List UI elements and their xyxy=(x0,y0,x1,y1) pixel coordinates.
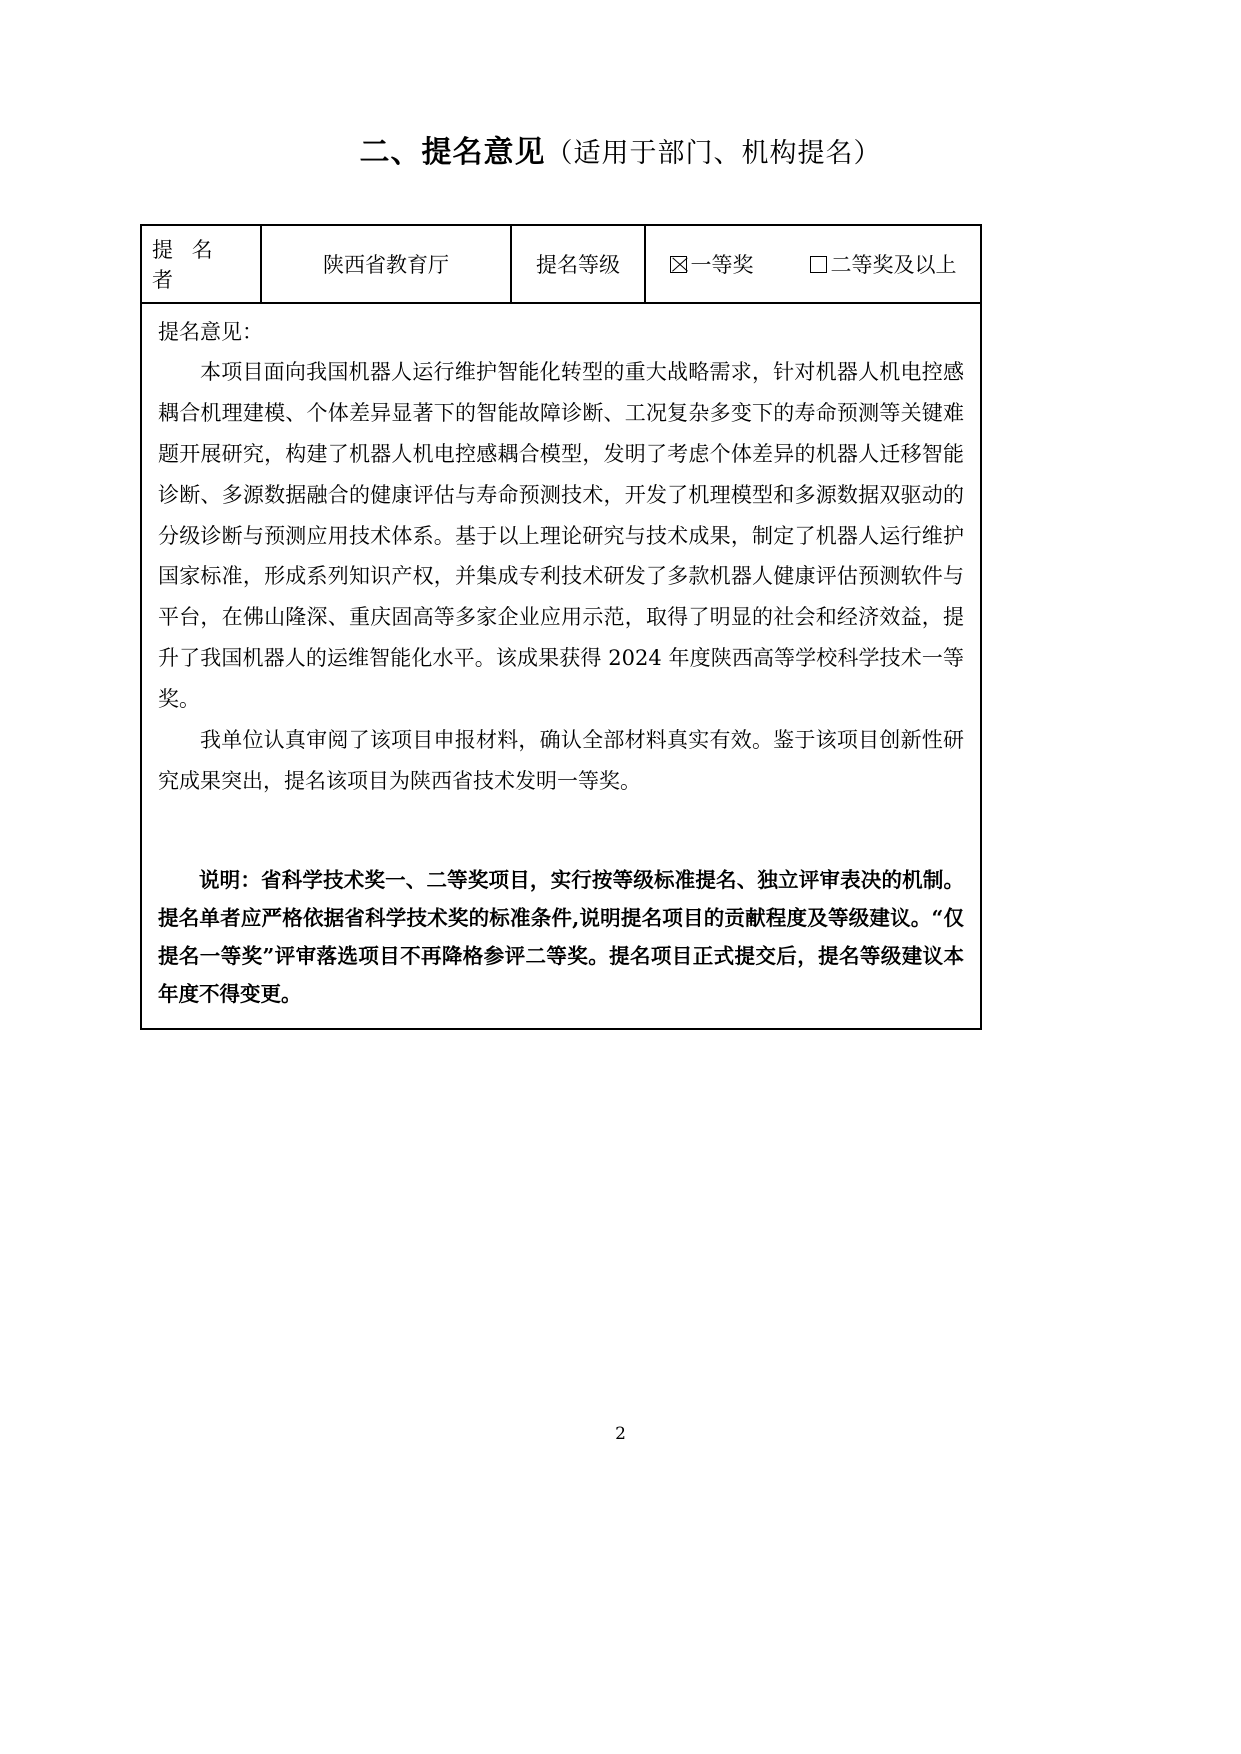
nominator-value: 陕西省教育厅 xyxy=(262,226,512,302)
checkbox-checked-icon[interactable] xyxy=(670,256,687,273)
nominator-label: 提 名 者 xyxy=(142,226,262,302)
page-title xyxy=(0,132,1241,174)
opinion-label: 提名意见： xyxy=(158,320,263,344)
grade-value xyxy=(646,226,980,302)
nomination-opinion-table xyxy=(140,224,982,1030)
opinion-paragraph-1: 本项目面向我国机器人运行维护智能化转型的重大战略需求，针对机器人机电控感耦合机理建模、个体差异显著下的智能故障诊断、工况复杂多变下的寿命预测等关键难题开展研究，构建了机器人机电控感耦合模型，发明了考虑个体差异的机器人迁移智能诊断、多源数据融合的健康评估与寿命预测技术，开发了机理模型和多源数据双驱动的分级诊断与预测应用技术体系。基于以上理论研究与技术成果，制定了机器人运行维护国家标准，形成系列知识产权，并集成专利技术研发了多款机器人健康评估预测软件与平台，在佛山隆深、重庆固高等多家企业应用示范，取得了明显的社会和经济效益，提升了我国机器人的运维智能化水平。该成果获得 2024 年度陕西高等学校科学技术一等奖。 xyxy=(158,359,964,712)
grade-option-second-prize-label: 二等奖及以上 xyxy=(830,253,957,277)
checkbox-unchecked-icon[interactable] xyxy=(810,256,827,273)
opinion-note: 说明：省科学技术奖一、二等奖项目，实行按等级标准提名、独立评审表决的机制。提名单者应严格依据省科学技术奖的标准条件,说明提名项目的贡献程度及等级建议。“仅提名一等奖”评审落选项目不再降格参评二等奖。提名项目正式提交后，提名等级建议本年度不得变更。 xyxy=(158,868,964,1006)
opinion-paragraph-2: 我单位认真审阅了该项目申报材料，确认全部材料真实有效。鉴于该项目创新性研究成果突出，提名该项目为陕西省技术发明一等奖。 xyxy=(158,728,964,794)
page-title-sub: （适用于部门、机构提名） xyxy=(545,138,882,169)
grade-option-second-prize[interactable] xyxy=(810,249,957,279)
opinion-body xyxy=(142,304,980,1028)
page-title-main: 二、提名意见 xyxy=(359,135,546,170)
grade-label: 提名等级 xyxy=(512,226,646,302)
grade-option-first-prize[interactable] xyxy=(670,249,754,279)
grade-option-first-prize-label: 一等奖 xyxy=(690,253,754,277)
table-row xyxy=(142,226,980,304)
page-number: 2 xyxy=(615,1424,626,1444)
